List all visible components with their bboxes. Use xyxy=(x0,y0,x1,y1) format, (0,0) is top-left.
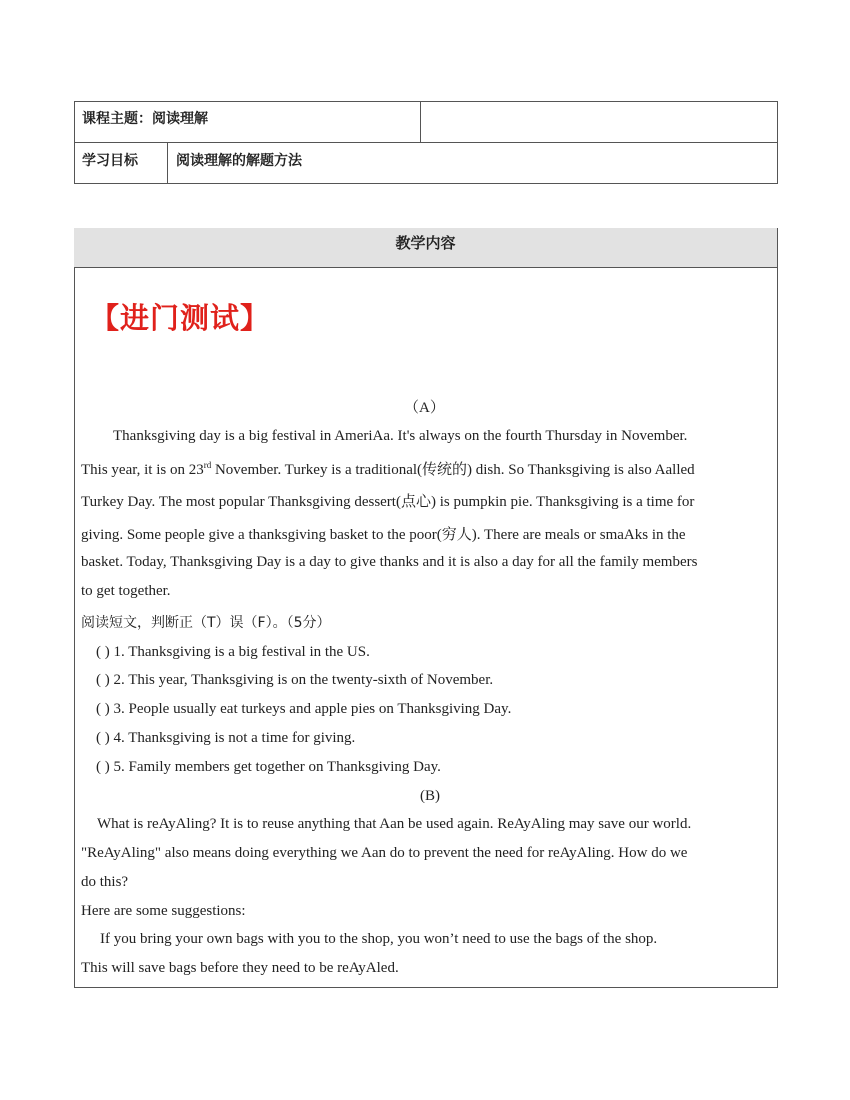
passage-b-line-4: Here are some suggestions: xyxy=(81,903,246,919)
passage-a-line-2 xyxy=(81,458,695,479)
question-5: ( ) 5. Family members get together on Thanksgiving Day. xyxy=(96,759,441,775)
passage-b-line-2: "ReAyAling" also means doing everything we Aan do to prevent the need for reAyAling. How do we xyxy=(81,845,688,861)
goal-value: 阅读理解的解题方法 xyxy=(176,153,302,169)
question-4: ( ) 4. Thanksgiving is not a time for giving. xyxy=(96,730,356,746)
info-table-col-divider-top xyxy=(420,101,421,142)
passage-a-line-5: basket. Today, Thanksgiving Day is a day to give thanks and it is also a day for all the family members xyxy=(81,554,698,570)
info-table-divider xyxy=(74,142,777,143)
entry-test-title: 【进门测试】 xyxy=(90,301,271,335)
passage-a-line-4: giving. Some people give a thanksgiving basket to the poor(穷人). There are meals or smaAks in the xyxy=(81,527,686,543)
passage-a-label: （A） xyxy=(404,400,445,416)
question-2: ( ) 2. This year, Thanksgiving is on the twenty-sixth of November. xyxy=(96,672,494,688)
content-header: 教学内容 xyxy=(395,234,456,252)
course-topic: 课程主题：阅读理解 xyxy=(82,111,208,127)
info-table-col-divider-bottom xyxy=(167,142,168,183)
goal-label: 学习目标 xyxy=(82,153,138,169)
question-1: ( ) 1. Thanksgiving is a big festival in the US. xyxy=(96,644,370,660)
passage-a-line-2-start: This year, it is on 23 xyxy=(81,462,204,478)
passage-b-line-3: do this? xyxy=(81,874,129,890)
passage-a-line-3: Turkey Day. The most popular Thanksgiving dessert(点心) is pumpkin pie. Thanksgiving is a time for xyxy=(81,494,695,510)
passage-a-line-2-end: November. Turkey is a traditional(传统的) dish. So Thanksgiving is also Aalled xyxy=(211,462,695,478)
passage-b-line-1: What is reAyAling? It is to reuse anything that Aan be used again. ReAyAling may save our world. xyxy=(97,816,692,832)
ordinal-suffix: rd xyxy=(203,460,212,470)
teaching-content-box xyxy=(74,228,778,988)
passage-a-line-1: Thanksgiving day is a big festival in AmeriAa. It's always on the fourth Thursday in November. xyxy=(113,428,688,444)
passage-b-line-5: If you bring your own bags with you to the shop, you won’t need to use the bags of the shop. xyxy=(100,931,658,947)
passage-a-instruction: 阅读短文，判断正（T）误（F）。（5分） xyxy=(81,615,331,631)
passage-a-line-6: to get together. xyxy=(81,583,171,599)
question-3: ( ) 3. People usually eat turkeys and apple pies on Thanksgiving Day. xyxy=(96,701,512,717)
passage-b-label: (B) xyxy=(420,788,440,804)
passage-b-line-6: This will save bags before they need to be reAyAled. xyxy=(81,960,399,976)
